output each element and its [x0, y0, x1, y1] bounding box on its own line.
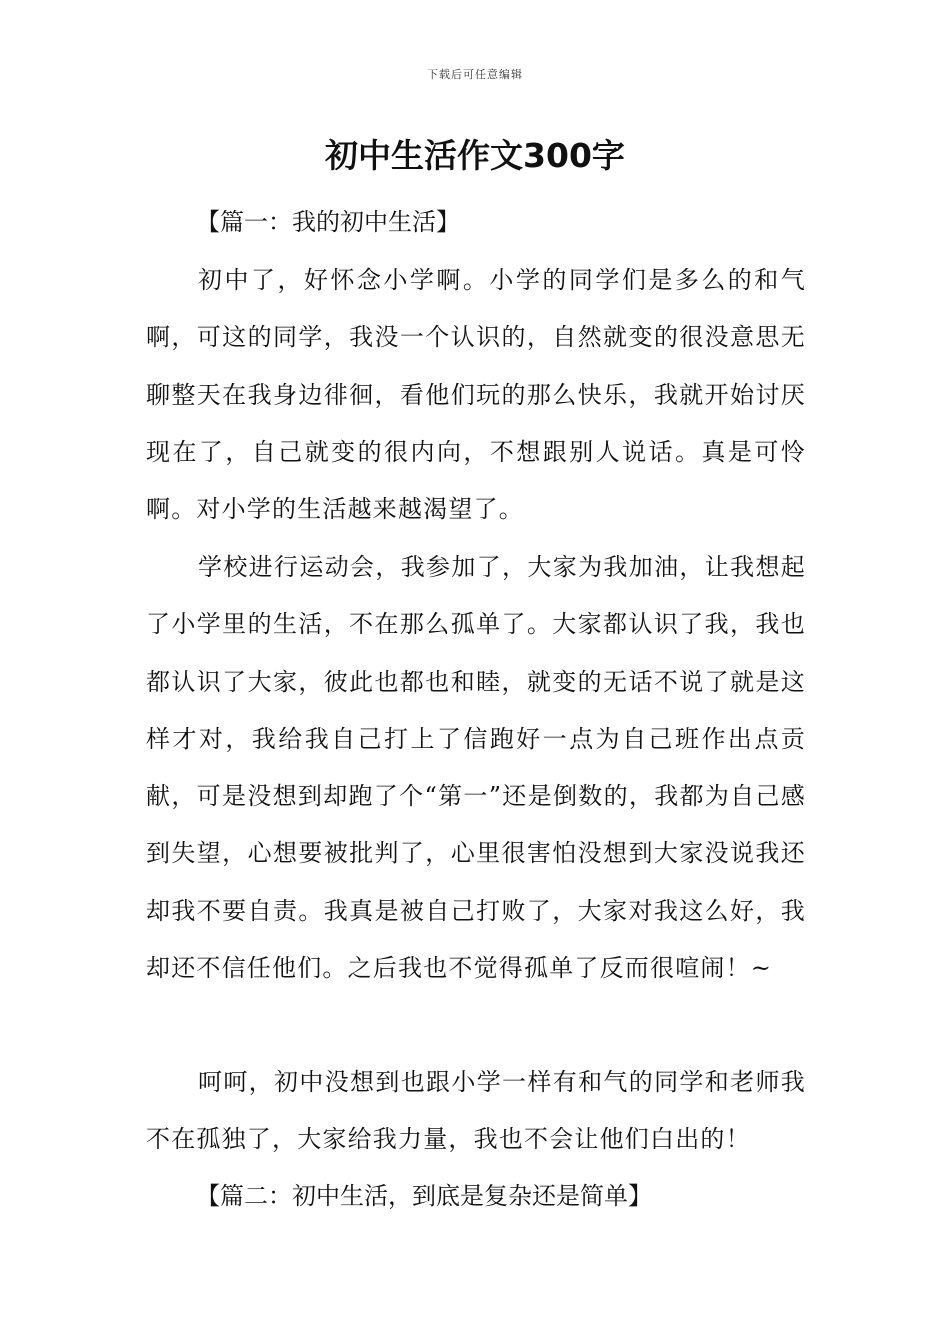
header-note: 下载后可任意编辑	[427, 68, 523, 81]
section-heading-2: 【篇二：初中生活，到底是复杂还是简单】	[196, 1182, 652, 1210]
paragraph-3: 呵呵，初中没想到也跟小学一样有和气的同学和老师我不在孤独了，大家给我力量，我也不会让他们白出的！	[146, 1068, 806, 1154]
paragraph-1: 初中了，好怀念小学啊。小学的同学们是多么的和气啊，可这的同学，我没一个认识的，自然就变的很没意思无聊整天在我身边徘徊，看他们玩的那么快乐，我就开始讨厌现在了，自己就变的很内向，不想跟别人说话。真是可怜啊。对小学的生活越来越渴望了。	[146, 266, 806, 524]
document-title: 初中生活作文300字	[325, 136, 625, 175]
section-heading-1: 【篇一：我的初中生活】	[196, 208, 460, 236]
paragraph-2: 学校进行运动会，我参加了，大家为我加油，让我想起了小学里的生活，不在那么孤单了。大家都认识了我，我也都认识了大家，彼此也都也和睦，就变的无话不说了就是这样才对，我给我自己打上了信跑好一点为自己班作出点贡献，可是没想到却跑了个“第一”还是倒数的，我都为自己感到失望，心想要被批判了，心里很害怕没想到大家没说我还却我不要自责。我真是被自己打败了，大家对我这么好，我却还不信任他们。之后我也不觉得孤单了反而很喧闹！~	[146, 553, 806, 983]
